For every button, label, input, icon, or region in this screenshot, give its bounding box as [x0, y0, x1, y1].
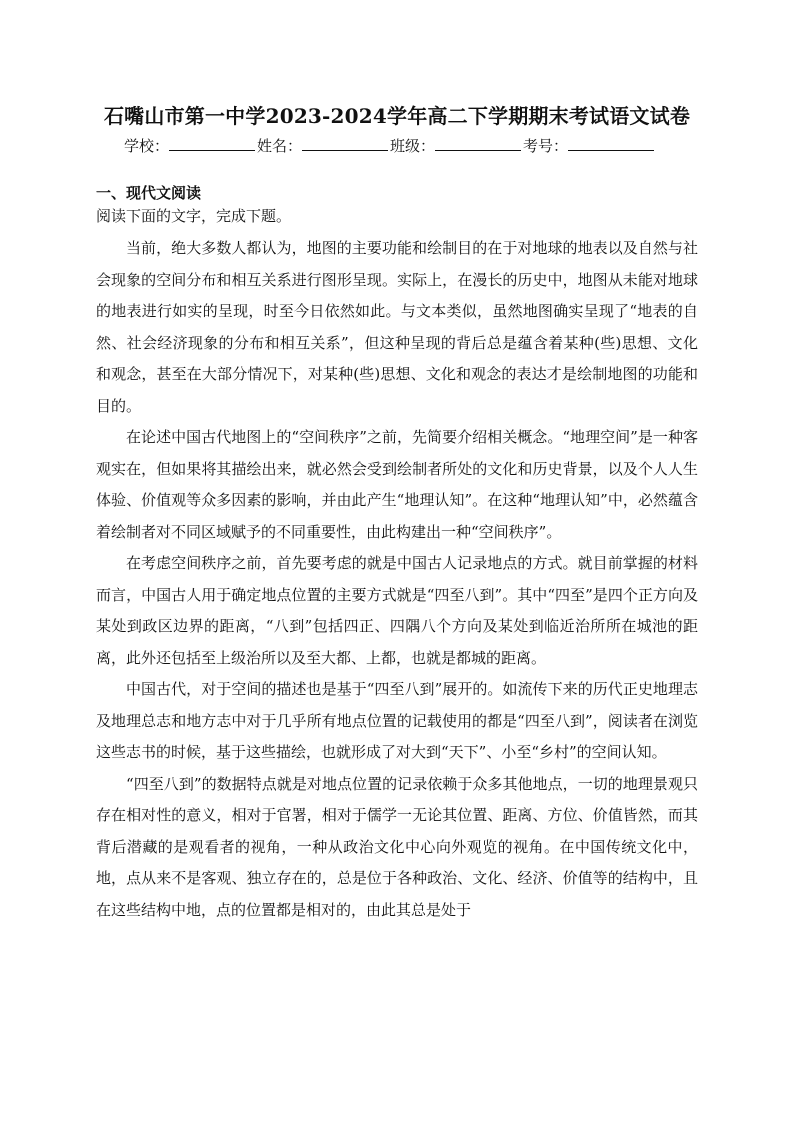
section-heading: 一、现代文阅读: [96, 184, 202, 202]
passage-paragraph: “四至八到”的数据特点就是对地点位置的记录依赖于众多其他地点，一切的地理景观只存在相对性的意义，相对于官署，相对于儒学一无论其位置、距离、方位、价值皆然，而其背后潜藏的是观看者的视角，一种从政治文化中心向外观览的视角。在中国传统文化中，地，点从来不是客观、独立存在的，总是位于各种政治、文化、经济、价值等的结构中，且在这些结构中地，点的位置都是相对的，由此其总是处于: [96, 774, 698, 919]
reading-passage: [96, 233, 698, 926]
passage-paragraph: 在论述中国古代地图上的“空间秩序”之前，先简要介绍相关概念。“地理空间”是一种客观实在，但如果将其描绘出来，就必然会受到绘制者所处的文化和历史背景，以及个人人生体验、价值观等众多因素的影响，并由此产生“地理认知”。在这种“地理认知”中，必然蕴含着绘制者对不同区域赋予的不同重要性，由此构建出一种“空间秩序”。: [96, 428, 698, 541]
passage-paragraph: 中国古代，对于空间的描述也是基于“四至八到”展开的。如流传下来的历代正史地理志及地理总志和地方志中对于几乎所有地点位置的记载使用的都是“四至八到”，阅读者在浏览这些志书的时候，基于这些描绘，也就形成了对大到“天下”、小至“乡村”的空间认知。: [96, 680, 698, 761]
section-instruction: 阅读下面的文字，完成下题。: [96, 207, 292, 225]
name-label: 姓名：: [257, 137, 303, 155]
class-label: 班级：: [390, 137, 436, 155]
exam-title: 石嘴山市第一中学2023-2024学年高二下学期期末考试语文试卷: [103, 104, 691, 128]
school-label: 学校：: [124, 137, 170, 155]
number-blank[interactable]: [568, 137, 654, 151]
name-blank[interactable]: [302, 137, 388, 151]
number-label: 考号：: [523, 137, 569, 155]
school-blank[interactable]: [169, 137, 255, 151]
passage-paragraph: 在考虑空间秩序之前，首先要考虑的就是中国古人记录地点的方式。就目前掌握的材料而言，中国古人用于确定地点位置的主要方式就是“四至八到”。其中“四至”是四个正方向及某处到政区边界的距离，“八到”包括四正、四隅八个方向及某处到临近治所所在城池的距离，此外还包括至上级治所以及至大都、上都，也就是都城的距离。: [96, 554, 698, 667]
passage-paragraph: 当前，绝大多数人都认为，地图的主要功能和绘制目的在于对地球的地表以及自然与社会现象的空间分布和相互关系进行图形呈现。实际上，在漫长的历史中，地图从未能对地球的地表进行如实的呈现，时至今日依然如此。与文本类似，虽然地图确实呈现了“地表的自然、社会经济现象的分布和相互关系”，但这种呈现的背后总是蕴含着某种(些)思想、文化和观念，甚至在大部分情况下，对某种(些)思想、文化和观念的表达才是绘制地图的功能和目的。: [96, 239, 698, 415]
class-blank[interactable]: [435, 137, 521, 151]
student-info-row: [124, 135, 656, 156]
